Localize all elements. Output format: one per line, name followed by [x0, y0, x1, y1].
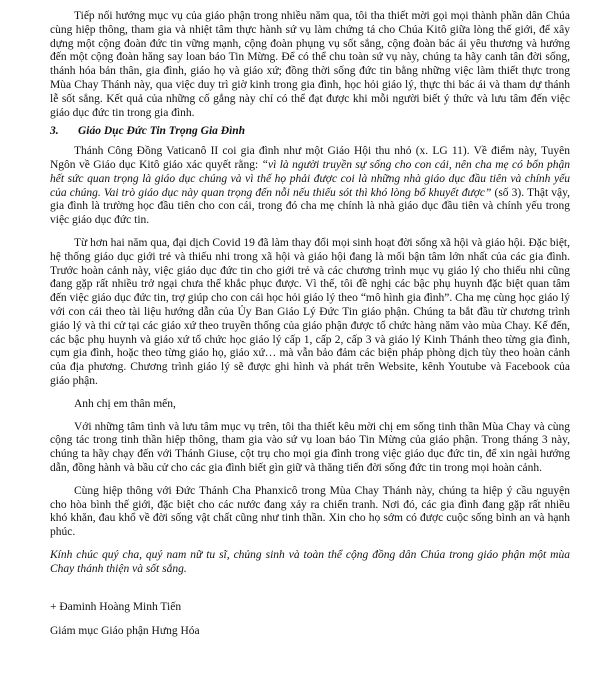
section-heading [50, 125, 570, 139]
tam-tinh-paragraph: Với những tâm tình và lưu tâm mục vụ trên, tôi tha thiết kêu mời chị em sống tinh thần Mùa Chay và cùng cộng tác trong tinh thần hiệp thông, tham gia vào sứ vụ loan báo Tin Mừng của giáo phận. Trong tháng 3 này, chúng ta hãy chạy đến với Thánh Giuse, cột trụ cho mọi gia đình trong việc giáo dục đức tin, để xin ngài hướng dẫn, đồng hành và bầu cử cho các gia đình biết gìn giữ và thăng tiến đời sống đức tin trong mọi hoàn cảnh. [50, 420, 570, 474]
vatican-quote: “vì là người truyền sự sống cho con cái, nên cha mẹ có bổn phận hết sức quan trọng là giáo dục chúng và vì thế họ phải được coi là những nhà giáo dục đầu tiên và chính yếu của chúng. Vai trò giáo dục này quan trọng đến nỗi nếu thiếu sót thì khó lòng bổ khuyết được” [50, 158, 571, 199]
signature-block [50, 601, 570, 639]
vatican-tail: (số 3). Thật vậy, gia đình là trường học đầu tiên cho con cái, trong đó cha mẹ chính là nhà giáo dục đầu tiên và chính yếu trong việc giáo dục đức tin. [50, 186, 570, 227]
phanxico-paragraph: Cùng hiệp thông với Đức Thánh Cha Phanxicô trong Mùa Chay Thánh này, chúng ta hiệp ý cầu nguyện cho hòa bình thế giới, đặc biệt cho các nước đang xảy ra chiến tranh. Nơi đó, các gia đình đang gặp rất nhiều khó khăn, đau khổ về đời sống vật chất cũng như tinh thần. Xin cho họ sớm có được cuộc sống bình an và hạnh phúc. [50, 484, 570, 539]
section-title: Giáo Dục Đức Tin Trọng Gia Đình [78, 125, 246, 138]
greeting: Anh chị em thân mến, [74, 397, 176, 410]
vatican-lead: Thánh Công Đồng Vaticanô II coi gia đình như một Giáo Hội thu nhỏ (x. LG 11). Về điểm này, Tuyên Ngôn về Giáo dục Kitô giáo xác quyết rằng: [50, 145, 570, 171]
signature-name: + Đaminh Hoàng Minh Tiến [50, 601, 182, 614]
closing-paragraph: Kính chúc quý cha, quý nam nữ tu sĩ, chủng sinh và toàn thể cộng đồng dân Chúa trong giáo phận một mùa Chay thánh thiện và sốt sắng. [50, 548, 570, 575]
section-number: 3. [50, 125, 59, 138]
signature-role: Giám mục Giáo phận Hưng Hóa [50, 625, 200, 638]
covid-paragraph: Từ hơn hai năm qua, đại dịch Covid 19 đã làm thay đổi mọi sinh hoạt đời sống xã hội và giáo hội. Đặc biệt, hệ thống giáo dục giới trẻ và thiếu nhi trong xã hội và giáo hội đang là mối bận tâm lớn nhất của các gia đình. Trước hoàn cảnh này, việc giáo dục đức tin cho giới trẻ và các chương trình mục vụ giáo lý cho thiếu nhi cũng đang gặp rất nhiều trở ngại chưa thể khắc phục được. Vì thế, tôi đề nghị các bậc phụ huynh đặc biệt quan tâm đến việc giáo dục đức tin, trợ giúp cho con cái học hỏi giáo lý theo “mô hình gia đình”. Cha mẹ cùng học giáo lý với con cái theo tài liệu hướng dẫn của Ủy Ban Giáo Lý Đức Tin giáo phận. Chúng ta bắt đầu từ chương trình giáo lý và thi cử tại các giáo xứ theo truyền thống của giáo phận được tổ chức hàng năm vào mùa Chay. Kế đến, các bậc phụ huynh và giáo xứ tổ chức học giáo lý cấp 1, cấp 2, cấp 3 và giáo lý Kinh Thánh theo từng gia đình, cụm gia đình, hoặc theo từng giáo họ, giáo xứ… mà vẫn bảo đảm các biện pháp phòng dịch tùy theo hoàn cảnh của địa phương. Chương trình giáo lý sẽ được ghi hình và phát trên Website, kênh Youtube và Facebook của giáo phận. [50, 236, 570, 387]
intro-paragraph: Tiếp nối hướng mục vụ của giáo phận trong nhiều năm qua, tôi tha thiết mời gọi mọi thành phần dân Chúa cùng hiệp thông, tham gia và nhiệt tâm thực hành sứ vụ làm chứng tá cho Chúa Kitô giữa lòng thế giới, để xây dựng một cộng đoàn đức tin vững mạnh, cộng đoàn phụng vụ sốt sắng, cộng đoàn bác ái yêu thương và hướng đến một cộng đoàn hăng say loan báo Tin Mừng. Để có thể chu toàn sứ vụ này, chúng ta hãy canh tân đời sống, thánh hóa bản thân, gia đình, giáo họ và giáo xứ; đồng thời sống đức tin bằng những việc làm thiết thực trong Mùa Chay Thánh này, qua việc duy trì giờ kinh trong gia đình, học hỏi giáo lý, thực thi bác ái và tham dự thánh lễ sốt sắng. Kết quả của những cố gắng này chỉ có thể đạt được khi mỗi người biết ý thức và lưu tâm đến việc giáo dục đức tin trong gia đình. [50, 10, 570, 119]
vatican-paragraph [50, 145, 570, 228]
